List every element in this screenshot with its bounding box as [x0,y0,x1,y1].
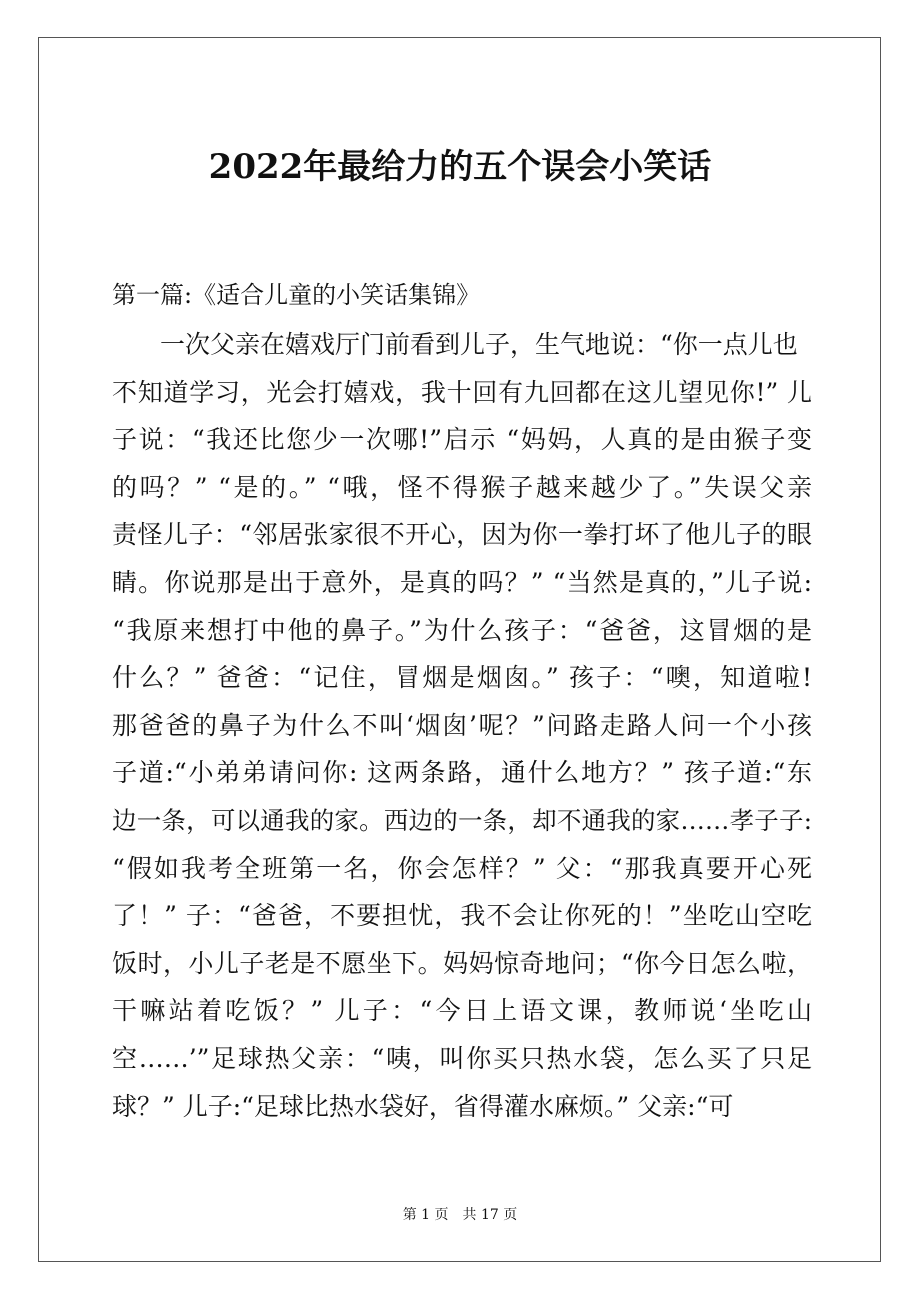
section-heading: 第一篇:《适合儿童的小笑话集锦》 [112,281,481,309]
body-line: 子道:“小弟弟请问你: 这两条路，通什么地方？” 孩子道:“东 [112,758,812,788]
body-line: 了！” 子：“爸爸，不要担忧，我不会让你死的！”坐吃山空吃 [112,901,812,931]
page-number-footer: 第 1 页 共 17 页 [402,1207,518,1223]
body-line: “我原来想打中他的鼻子。”为什么孩子：“爸爸，这冒烟的是 [112,615,812,645]
body-line: 球？” 儿子:“足球比热水袋好，省得灌水麻烦。” 父亲:“可 [112,1091,734,1121]
body-line: 睛。你说那是出于意外，是真的吗？” “当然是真的，”儿子说: [112,567,812,597]
body-line: 边一条，可以通我的家。西边的一条，却不通我的家……孝子子: [112,805,812,835]
body-line: 不知道学习，光会打嬉戏，我十回有九回都在这儿望见你!” 儿 [112,377,812,407]
body-line: “假如我考全班第一名，你会怎样？” 父：“那我真要开心死 [112,853,812,883]
body-line: 的吗？” “是的。” “哦，怪不得猴子越来越少了。”失误父亲 [112,472,812,502]
body-line: 那爸爸的鼻子为什么不叫‘烟囱’呢？”问路走路人问一个小孩 [112,710,812,740]
body-paragraph [112,321,812,1130]
body-line: 一次父亲在嬉戏厅门前看到儿子，生气地说：“你一点儿也 [160,330,798,359]
body-line: 子说：“我还比您少一次哪!”启示 “妈妈，人真的是由猴子变 [112,425,812,455]
body-line: 责怪儿子：“邻居张家很不开心，因为你一拳打坏了他儿子的眼 [112,520,812,550]
body-line: 干嘛站着吃饭？” 儿子：“今日上语文课，教师说‘坐吃山 [112,996,812,1026]
body-line: 饭时，小儿子老是不愿坐下。妈妈惊奇地问；“你今日怎么啦， [112,948,812,978]
body-line: 空……’”足球热父亲：“咦，叫你买只热水袋，怎么买了只足 [112,1043,812,1073]
body-line: 什么？” 爸爸：“记住，冒烟是烟囱。” 孩子：“噢，知道啦! [112,663,812,693]
document-title: 2022年最给力的五个误会小笑话 [208,147,712,187]
